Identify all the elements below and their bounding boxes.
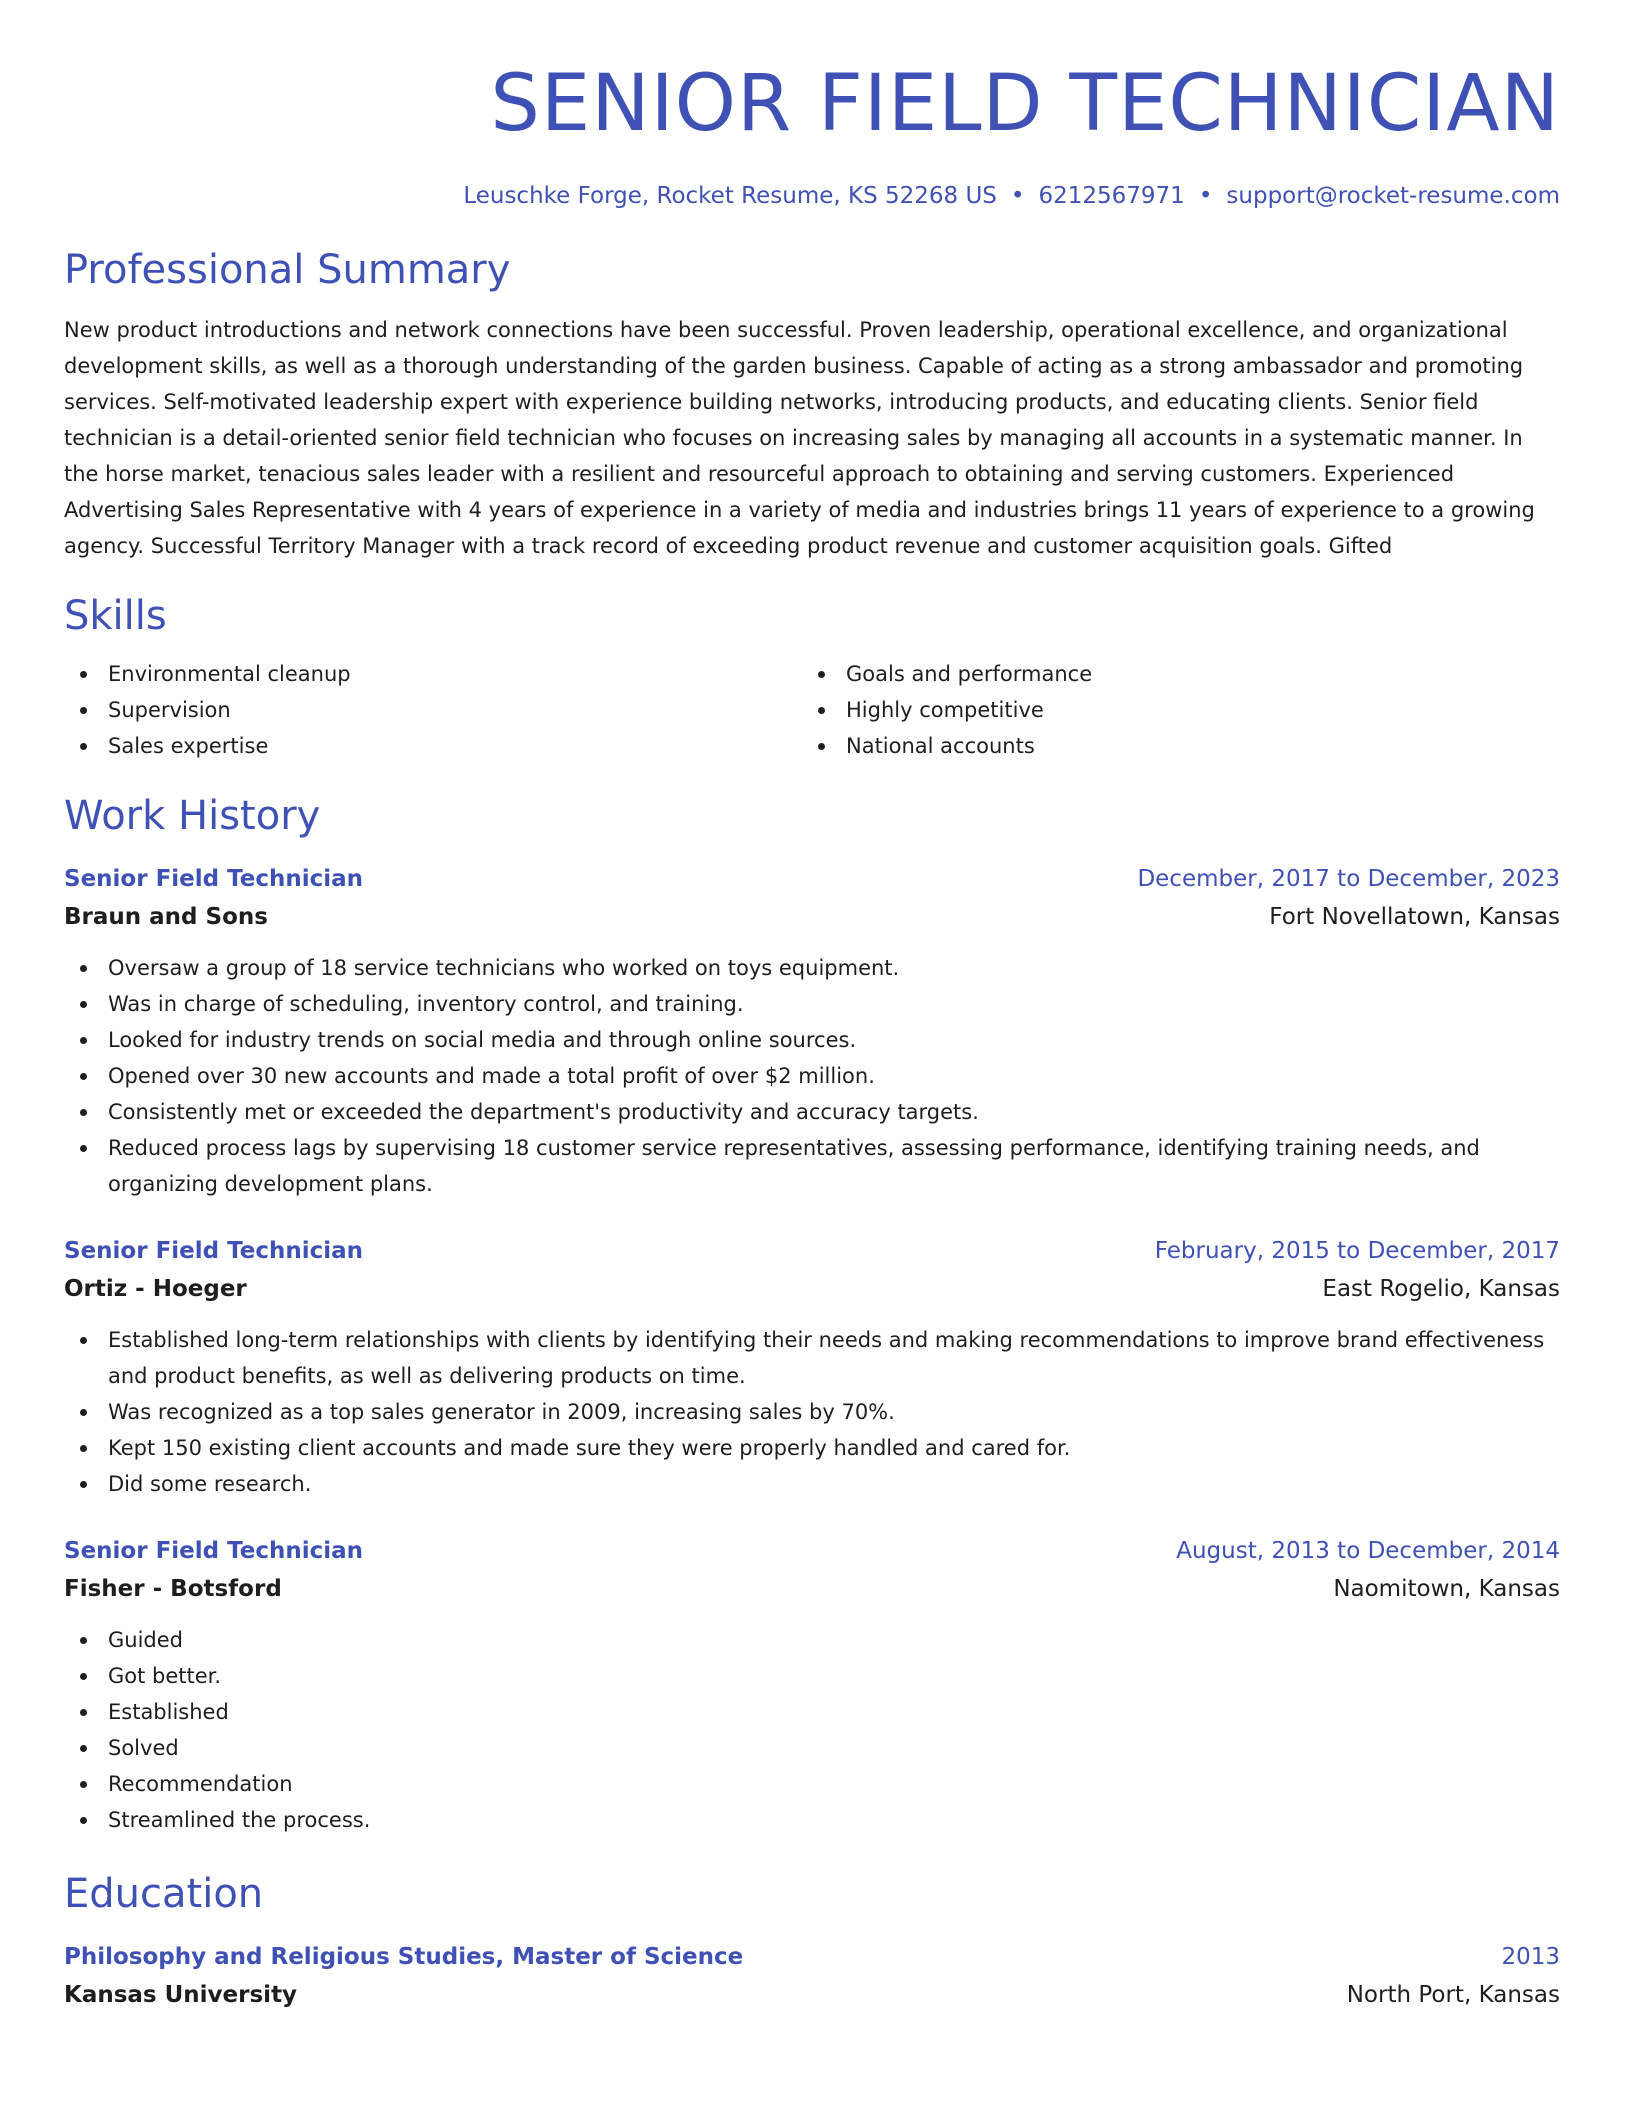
contact-email[interactable]: support@rocket-resume.com <box>1226 183 1560 209</box>
skill-item: Sales expertise <box>64 728 802 764</box>
contact-separator: • <box>1198 183 1213 209</box>
job-bullet: Kept 150 existing client accounts and made sure they were properly handled and cared for. <box>64 1430 1560 1466</box>
contact-phone: 6212567971 <box>1038 183 1185 209</box>
education-entry <box>64 1938 1560 2014</box>
job-bullet: Consistently met or exceeded the department's productivity and accuracy targets. <box>64 1094 1560 1130</box>
job-entry <box>64 1532 1560 1838</box>
job-bullet: Was recognized as a top sales generator in 2009, increasing sales by 70%. <box>64 1394 1560 1430</box>
resume-header <box>64 56 1560 212</box>
job-entry <box>64 860 1560 1202</box>
skills-section <box>64 590 1560 764</box>
education-school: Kansas University <box>64 1982 298 2008</box>
resume-name: SENIOR FIELD TECHNICIAN <box>490 59 1560 149</box>
job-location: East Rogelio, Kansas <box>1322 1276 1560 1302</box>
section-title-skills: Skills <box>64 593 167 639</box>
job-entry <box>64 1232 1560 1502</box>
job-employer: Ortiz - Hoeger <box>64 1276 247 1302</box>
job-bullet: Recommendation <box>64 1766 1560 1802</box>
skill-item: Goals and performance <box>802 656 1540 692</box>
job-header-row <box>64 860 1560 898</box>
education-degree: Philosophy and Religious Studies, Master of Science <box>64 1944 744 1970</box>
skill-item: Environmental cleanup <box>64 656 802 692</box>
job-bullet: Established long-term relationships with clients by identifying their needs and making recommendations to improve brand effectiveness and product benefits, as well as delivering products on time. <box>64 1322 1560 1394</box>
summary-text: New product introductions and network connections have been successful. Proven leadership, operational excellence, and organizational development skills, as well as a thorough understanding of the garden business. Capable of acting as a strong ambassador and promoting services. Self-motivated leadership expert with experience building networks, introducing products, and educating clients. Senior field technician is a detail-oriented senior field technician who focuses on increasing sales by managing all accounts in a systematic manner. In the horse market, tenacious sales leader with a resilient and resourceful approach to obtaining and serving customers. Experienced Advertising Sales Representative with 4 years of experience in a variety of media and industries brings 11 years of experience to a growing agency. Successful Territory Manager with a track record of exceeding product revenue and customer acquisition goals. Gifted <box>64 318 1535 558</box>
job-bullet: Oversaw a group of 18 service technicians who worked on toys equipment. <box>64 950 1560 986</box>
education-location: North Port, Kansas <box>1346 1982 1560 2008</box>
job-dates: February, 2015 to December, 2017 <box>1154 1238 1560 1264</box>
skills-column-left <box>64 656 802 764</box>
section-title-work: Work History <box>64 793 321 839</box>
job-location: Fort Novellatown, Kansas <box>1269 904 1560 930</box>
job-bullet: Was in charge of scheduling, inventory control, and training. <box>64 986 1560 1022</box>
job-employer-row <box>64 898 1560 936</box>
skill-item: Highly competitive <box>802 692 1540 728</box>
contact-address: Leuschke Forge, Rocket Resume, KS 52268 US <box>463 183 997 209</box>
contact-line <box>64 180 1560 212</box>
job-title: Senior Field Technician <box>64 866 364 892</box>
contact-separator: • <box>1010 183 1025 209</box>
work-history-section <box>64 790 1560 1838</box>
education-header-row <box>64 1938 1560 1976</box>
job-header-row <box>64 1532 1560 1570</box>
job-bullets <box>64 950 1560 1202</box>
skills-list-left <box>64 656 802 764</box>
job-dates: December, 2017 to December, 2023 <box>1137 866 1560 892</box>
education-year: 2013 <box>1501 1944 1560 1970</box>
job-employer-row <box>64 1570 1560 1608</box>
skills-column-right <box>802 656 1540 764</box>
job-header-row <box>64 1232 1560 1270</box>
section-title-summary: Professional Summary <box>64 247 511 293</box>
job-bullets <box>64 1622 1560 1838</box>
job-employer: Fisher - Botsford <box>64 1576 282 1602</box>
job-dates: August, 2013 to December, 2014 <box>1176 1538 1560 1564</box>
job-bullet: Looked for industry trends on social media and through online sources. <box>64 1022 1560 1058</box>
job-location: Naomitown, Kansas <box>1333 1576 1560 1602</box>
job-title: Senior Field Technician <box>64 1538 364 1564</box>
job-employer: Braun and Sons <box>64 904 268 930</box>
job-bullet: Guided <box>64 1622 1560 1658</box>
skill-item: National accounts <box>802 728 1540 764</box>
education-section <box>64 1868 1560 2014</box>
section-title-education: Education <box>64 1871 264 1917</box>
job-title: Senior Field Technician <box>64 1238 364 1264</box>
skill-item: Supervision <box>64 692 802 728</box>
job-bullet: Solved <box>64 1730 1560 1766</box>
job-bullet: Established <box>64 1694 1560 1730</box>
job-bullet: Did some research. <box>64 1466 1560 1502</box>
education-school-row <box>64 1976 1560 2014</box>
professional-summary-section <box>64 244 1560 564</box>
job-employer-row <box>64 1270 1560 1308</box>
job-bullet: Reduced process lags by supervising 18 customer service representatives, assessing performance, identifying training needs, and organizing development plans. <box>64 1130 1560 1202</box>
resume-page <box>64 56 1560 2014</box>
skills-grid <box>64 656 1560 764</box>
skills-list-right <box>802 656 1540 764</box>
job-bullets <box>64 1322 1560 1502</box>
job-bullet: Opened over 30 new accounts and made a total profit of over $2 million. <box>64 1058 1560 1094</box>
job-bullet: Got better. <box>64 1658 1560 1694</box>
job-bullet: Streamlined the process. <box>64 1802 1560 1838</box>
